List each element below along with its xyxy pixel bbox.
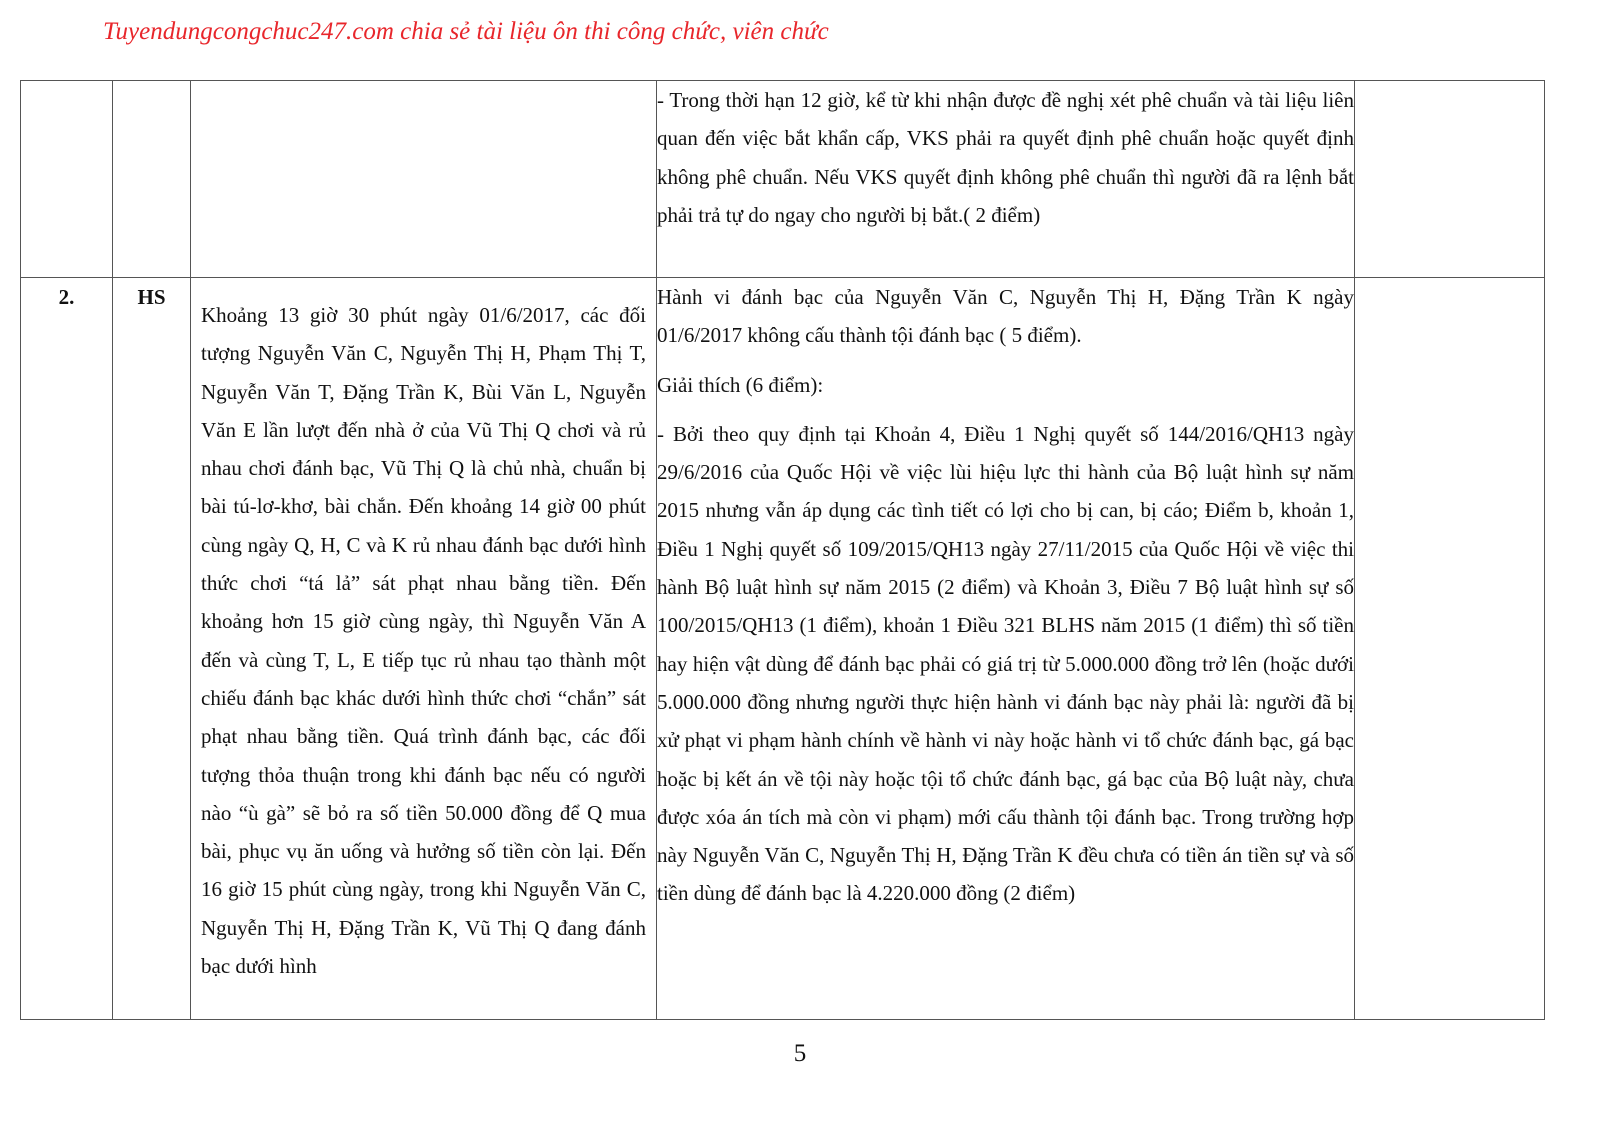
answer-table (20, 80, 1545, 1020)
table-row (21, 278, 1545, 1020)
cell-answer (657, 278, 1355, 1020)
answer-conclusion: Hành vi đánh bạc của Nguyễn Văn C, Nguyễn Thị H, Đặng Trần K ngày 01/6/2017 không cấu thành tội đánh bạc ( 5 điểm). (657, 285, 1354, 348)
table-row (21, 81, 1545, 278)
facts-paragraph: Khoảng 13 giờ 30 phút ngày 01/6/2017, các đối tượng Nguyễn Văn C, Nguyễn Thị H, Phạm Thị T, Nguyễn Văn T, Đặng Trần K, Bùi Văn L, Nguyễn Văn E lần lượt đến nhà ở của Vũ Thị Q chơi và rủ nhau chơi đánh bạc, Vũ Thị Q là chủ nhà, chuẩn bị bài tú-lơ-khơ, bài chắn. Đến khoảng 14 giờ 00 phút cùng ngày Q, H, C và K rủ nhau đánh bạc dưới hình thức chơi “tá lả” sát phạt nhau bằng tiền. Đến khoảng hơn 15 giờ cùng ngày, thì Nguyễn Văn A đến và cùng T, L, E tiếp tục rủ nhau tạo thành một chiếu đánh bạc khác dưới hình thức chơi “chắn” sát phạt nhau bằng tiền. Quá trình đánh bạc, các đối tượng thỏa thuận trong khi đánh bạc nếu có người nào “ù gà” sẽ bỏ ra số tiền 50.000 đồng để Q mua bài, phục vụ ăn uống và hưởng số tiền còn lại. Đến 16 giờ 15 phút cùng ngày, trong khi Nguyễn Văn C, Nguyễn Thị H, Đặng Trần K, Vũ Thị Q đang đánh bạc dưới hình (201, 303, 646, 979)
answer-paragraph: - Trong thời hạn 12 giờ, kể từ khi nhận được đề nghị xét phê chuẩn và tài liệu liên quan đến việc bắt khẩn cấp, VKS phải ra quyết định phê chuẩn hoặc quyết định không phê chuẩn. Nếu VKS quyết định không phê chuẩn thì người đã ra lệnh bắt phải trả tự do ngay cho người bị bắt.( 2 điểm) (657, 88, 1354, 227)
answer-explanation-heading: Giải thích (6 điểm): (657, 372, 824, 397)
cell-code: HS (113, 278, 191, 1020)
cell-answer (657, 81, 1355, 278)
cell-number (21, 81, 113, 278)
cell-facts (191, 278, 656, 1019)
cell-extra (1355, 81, 1545, 278)
site-watermark-header: Tuyendungcongchuc247.com chia sẻ tài liệu ôn thi công chức, viên chức (103, 18, 829, 45)
cell-facts-wrapper (191, 278, 657, 1020)
page-number: 5 (793, 1040, 807, 1067)
cell-extra (1355, 278, 1545, 1020)
answer-explanation: - Bởi theo quy định tại Khoản 4, Điều 1 Nghị quyết số 144/2016/QH13 ngày 29/6/2016 của Quốc Hội về việc lùi hiệu lực thi hành của Bộ luật hình sự năm 2015 nhưng vẫn áp dụng các tình tiết có lợi cho bị can, bị cáo; Điểm b, khoản 1, Điều 1 Nghị quyết số 109/2015/QH13 ngày 27/11/2015 của Quốc Hội về việc thi hành Bộ luật hình sự năm 2015 (2 điểm) và Khoản 3, Điều 7 Bộ luật hình sự số 100/2015/QH13 (1 điểm), khoản 1 Điều 321 BLHS năm 2015 (1 điểm) thì số tiền hay hiện vật dùng để đánh bạc phải có giá trị từ 5.000.000 đồng trở lên (hoặc dưới 5.000.000 đồng nhưng người thực hiện hành vi đánh bạc này phải là: người đã bị xử phạt vi phạm hành chính về hành vi này hoặc hành vi tổ chức đánh bạc, gá bạc hoặc bị kết án về tội này hoặc tội tổ chức đánh bạc, gá bạc của Bộ luật này, chưa được xóa án tích mà còn vi phạm) mới cấu thành tội đánh bạc. Trong trường hợp này Nguyễn Văn C, Nguyễn Thị H, Đặng Trần K đều chưa có tiền án tiền sự và số tiền dùng để đánh bạc là 4.220.000 đồng (2 điểm) (657, 421, 1354, 906)
cell-facts (191, 81, 657, 278)
cell-code (113, 81, 191, 278)
cell-number: 2. (21, 278, 113, 1020)
